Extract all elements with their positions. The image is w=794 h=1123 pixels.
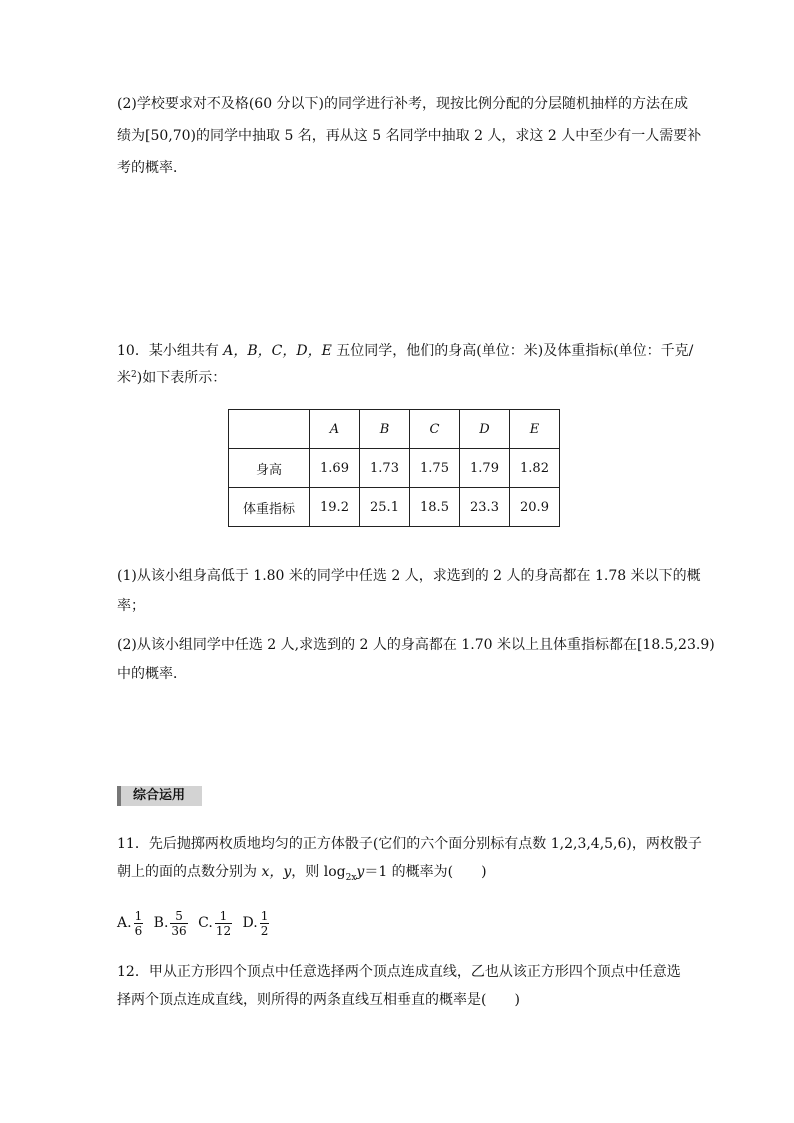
table-corner-cell (229, 410, 310, 449)
q11-line2 (117, 862, 487, 884)
option-letter: A. (117, 915, 132, 931)
table-cell: 25.1 (360, 488, 410, 527)
table-cell: 1.73 (360, 449, 410, 488)
fraction (170, 909, 187, 938)
table-cell: 18.5 (410, 488, 460, 527)
q10-names: A，B，C，D，E (223, 343, 332, 359)
option-d (242, 908, 272, 938)
q12-line1: 12．甲从正方形四个顶点中任意选择两个顶点连成直线，乙也从该正方形四个顶点中任意选 (117, 964, 681, 980)
q11-options (117, 904, 275, 942)
table-cell: 20.9 (510, 488, 560, 527)
table-cell: 1.75 (410, 449, 460, 488)
table-row-label: 身高 (229, 449, 310, 488)
log-arg: y (356, 864, 365, 880)
q10-intro-line2-b: )如下表所示： (136, 370, 227, 386)
q10-intro-line2-sup: 2 (131, 370, 137, 380)
q10-intro-a: 10．某小组共有 (117, 343, 224, 359)
option-letter: B. (153, 915, 169, 931)
table-cell: 23.3 (460, 488, 510, 527)
q11-line2-c: ＝1 的概率为( ) (364, 864, 487, 880)
section-heading: 综合运用 (117, 786, 202, 806)
log-base: 2x (345, 873, 357, 883)
q10-part2-line1: (2)从该小组同学中任选 2 人,求选到的 2 人的身高都在 1.70 米以上且体重指标都在[18.5,23.9) (117, 637, 715, 653)
fraction-denominator: 36 (171, 923, 187, 938)
table-header-cell: D (460, 410, 510, 449)
fraction-numerator: 1 (215, 909, 232, 924)
table-header-row (229, 410, 560, 449)
q11-line2-a: 朝上的面的点数分别为 (117, 864, 262, 880)
q10-intro-line2 (117, 368, 226, 390)
q10-intro-line1 (117, 341, 693, 361)
q10-part1-line2: 率； (117, 598, 145, 614)
fraction (134, 909, 144, 938)
height-weight-table (228, 409, 560, 527)
table-header-cell: E (510, 410, 560, 449)
table-row (229, 488, 560, 527)
option-a (117, 908, 145, 938)
q9-part2-line2: 绩为[50,70)的同学中抽取 5 名，再从这 5 名同学中抽取 2 人，求这 2 人中至少有一人需要补 (117, 128, 702, 144)
table-header-cell: A (310, 410, 360, 449)
fraction-numerator: 1 (134, 908, 143, 923)
table-header-cell: B (360, 410, 410, 449)
fraction (260, 909, 270, 938)
q10-intro-line2-a: 米 (117, 370, 131, 386)
table-row-label: 体重指标 (229, 488, 310, 527)
q11-line2-b: ，则 log (291, 864, 346, 880)
fraction-denominator: 12 (215, 923, 232, 938)
option-c (198, 908, 234, 938)
table-cell: 1.69 (310, 449, 360, 488)
fraction (215, 909, 232, 938)
option-letter: D. (242, 915, 258, 931)
table-cell: 1.79 (460, 449, 510, 488)
option-b (153, 908, 190, 938)
q9-part2-line3: 考的概率． (117, 160, 187, 176)
table-row (229, 449, 560, 488)
q10-intro-b: 五位同学，他们的身高(单位：米)及体重指标(单位：千克/ (331, 343, 694, 359)
fraction-denominator: 2 (260, 923, 269, 938)
q12-line2: 择两个顶点连成直线，则所得的两条直线互相垂直的概率是( ) (117, 992, 520, 1008)
q11-vars: x，y (261, 864, 292, 880)
fraction-denominator: 6 (134, 923, 143, 938)
q10-part1-line1: (1)从该小组身高低于 1.80 米的同学中任选 2 人，求选到的 2 人的身高都在 1.78 米以下的概 (117, 568, 701, 584)
table-cell: 1.82 (510, 449, 560, 488)
option-letter: C. (198, 915, 213, 931)
fraction-numerator: 5 (170, 909, 187, 924)
q10-part2-line2: 中的概率． (117, 666, 187, 682)
q9-part2-line1: (2)学校要求对不及格(60 分以下)的同学进行补考，现按比例分配的分层随机抽样的方法在成 (117, 96, 689, 112)
table-header-cell: C (410, 410, 460, 449)
table-cell: 19.2 (310, 488, 360, 527)
q11-line1: 11．先后抛掷两枚质地均匀的正方体骰子(它们的六个面分别标有点数 1,2,3,4,5,6)，两枚骰子 (117, 836, 702, 852)
fraction-numerator: 1 (260, 908, 269, 923)
